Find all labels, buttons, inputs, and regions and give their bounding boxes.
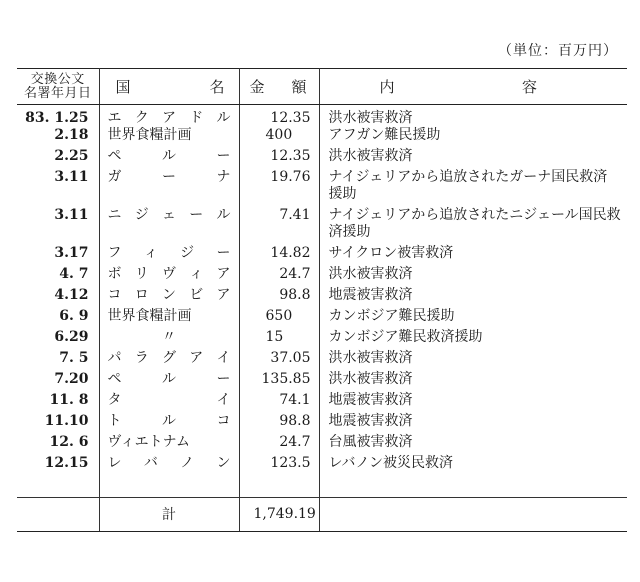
- cell-country: [99, 245, 239, 266]
- cell-date: 7.20: [17, 371, 99, 392]
- country-name: 世界食糧計画: [107, 308, 192, 324]
- cell-amount: 12.35: [239, 105, 319, 128]
- cell-amount: 400: [239, 127, 319, 148]
- table-row: [17, 207, 627, 245]
- cell-amount: 24.7: [239, 266, 319, 287]
- table-row: [17, 308, 627, 329]
- country-name: ガ ー ナ: [107, 169, 231, 185]
- cell-amount: 19.76: [239, 169, 319, 207]
- header-country: [99, 69, 239, 105]
- country-name: レ バ ノ ン: [107, 455, 231, 471]
- cell-date: 3.11: [17, 207, 99, 245]
- header-date: [17, 69, 99, 105]
- cell-date: 2.25: [17, 148, 99, 169]
- cell-date: 11.10: [17, 413, 99, 434]
- header-country-char1: 国: [115, 78, 131, 96]
- cell-content: カンボジア難民援助: [328, 308, 455, 324]
- cell-date: 4.12: [17, 287, 99, 308]
- cell-country: [99, 308, 239, 329]
- table-row: [17, 329, 627, 350]
- cell-country: [99, 105, 239, 128]
- cell-amount: 135.85: [239, 371, 319, 392]
- spacer-cell: [239, 476, 319, 497]
- cell-country: [99, 207, 239, 245]
- table-row: [17, 371, 627, 392]
- country-name: ペ ル ー: [107, 148, 231, 164]
- cell-content: ナイジェリアから追放されたニジェール国民救済援助: [328, 207, 621, 240]
- cell-content: サイクロン被害救済: [328, 245, 454, 261]
- table-row: [17, 169, 627, 207]
- header-content: [319, 69, 627, 105]
- cell-amount: 7.41: [239, 207, 319, 245]
- spacer-cell: [319, 476, 627, 497]
- cell-content: 地震被害救済: [328, 392, 413, 408]
- cell-country: [99, 148, 239, 169]
- table-row: [17, 413, 627, 434]
- table-row: [17, 266, 627, 287]
- cell-content: 洪水被害救済: [328, 350, 413, 366]
- total-content-blank: [319, 497, 627, 531]
- country-name: ボ リ ヴ ィ ア: [107, 266, 231, 282]
- table-row: [17, 434, 627, 455]
- cell-content: 洪水被害救済: [328, 110, 413, 126]
- cell-amount: 98.8: [239, 287, 319, 308]
- cell-amount: 123.5: [239, 455, 319, 476]
- country-name: コ ロ ン ビ ア: [107, 287, 231, 303]
- spacer-row: [17, 476, 627, 497]
- cell-content: 洪水被害救済: [328, 148, 413, 164]
- cell-date: 12. 6: [17, 434, 99, 455]
- cell-date: 3.11: [17, 169, 99, 207]
- spacer-cell: [17, 476, 99, 497]
- country-name: 世界食糧計画: [107, 127, 192, 143]
- cell-content: アフガン難民援助: [328, 127, 441, 143]
- cell-country: [99, 413, 239, 434]
- cell-country: [99, 392, 239, 413]
- cell-country: [99, 434, 239, 455]
- table-row: [17, 392, 627, 413]
- country-name: エ ク ア ド ル: [107, 110, 231, 126]
- table-row: [17, 127, 627, 148]
- country-ditto-mark: 〃: [162, 329, 176, 345]
- country-name: フ ィ ジ ー: [107, 245, 231, 261]
- cell-content: レバノン被災民救済: [328, 455, 453, 471]
- table-row: [17, 105, 627, 128]
- country-name: ヴィエトナム: [107, 434, 190, 450]
- header-country-char2: 名: [209, 78, 225, 96]
- cell-amount: 15: [239, 329, 319, 350]
- cell-amount: 650: [239, 308, 319, 329]
- table-row: [17, 287, 627, 308]
- country-name: パ ラ グ ア イ: [107, 350, 231, 366]
- header-content-char1: 内: [379, 78, 395, 96]
- cell-content: 地震被害救済: [328, 287, 413, 303]
- cell-country: [99, 455, 239, 476]
- table-row: [17, 350, 627, 371]
- cell-content: 台風被害救済: [328, 434, 413, 450]
- cell-date: 12.15: [17, 455, 99, 476]
- country-name: ニ ジ ェ ー ル: [107, 207, 231, 223]
- cell-date: 3.17: [17, 245, 99, 266]
- cell-content: 洪水被害救済: [328, 371, 413, 387]
- cell-amount: 24.7: [239, 434, 319, 455]
- cell-amount: 37.05: [239, 350, 319, 371]
- cell-country: [99, 287, 239, 308]
- cell-date: 7. 5: [17, 350, 99, 371]
- total-value: 1,749.19: [239, 497, 319, 531]
- cell-country: [99, 127, 239, 148]
- cell-content: ナイジェリアから追放されたガーナ国民救済援助: [328, 169, 608, 202]
- cell-date: 11. 8: [17, 392, 99, 413]
- cell-content: 地震被害救済: [328, 413, 413, 429]
- header-amount-char2: 額: [291, 78, 307, 96]
- cell-country: [99, 266, 239, 287]
- table-row: [17, 245, 627, 266]
- cell-content: 洪水被害救済: [328, 266, 413, 282]
- country-name: ペ ル ー: [107, 371, 231, 387]
- table-body: [17, 105, 627, 498]
- spacer-cell: [99, 476, 239, 497]
- cell-country: [99, 350, 239, 371]
- header-amount: [239, 69, 319, 105]
- cell-country: [99, 169, 239, 207]
- cell-amount: 12.35: [239, 148, 319, 169]
- header-date-line1: 交換公文: [30, 71, 85, 87]
- total-row: [17, 497, 627, 531]
- header-content-char2: 容: [521, 78, 537, 96]
- cell-date: 2.18: [17, 127, 99, 148]
- header-amount-char1: 金: [249, 78, 265, 96]
- total-label: 計: [99, 497, 239, 531]
- table-row: [17, 148, 627, 169]
- cell-country: [99, 371, 239, 392]
- table-row: [17, 455, 627, 476]
- header-date-line2: 名署年月日: [23, 85, 92, 101]
- cell-date: 83. 1.25: [17, 105, 99, 128]
- cell-amount: 74.1: [239, 392, 319, 413]
- unit-note: （単位：百万円）: [498, 43, 618, 59]
- cell-content: カンボジア難民救済援助: [328, 329, 483, 345]
- cell-date: 4. 7: [17, 266, 99, 287]
- cell-amount: 98.8: [239, 413, 319, 434]
- cell-date: 6. 9: [17, 308, 99, 329]
- cell-country: [99, 329, 239, 350]
- country-name: タ イ: [107, 392, 231, 408]
- cell-date: 6.29: [17, 329, 99, 350]
- cell-amount: 14.82: [239, 245, 319, 266]
- country-name: ト ル コ: [107, 413, 231, 429]
- total-blank: [17, 497, 99, 531]
- aid-table: [17, 68, 627, 532]
- header-row: [17, 69, 627, 105]
